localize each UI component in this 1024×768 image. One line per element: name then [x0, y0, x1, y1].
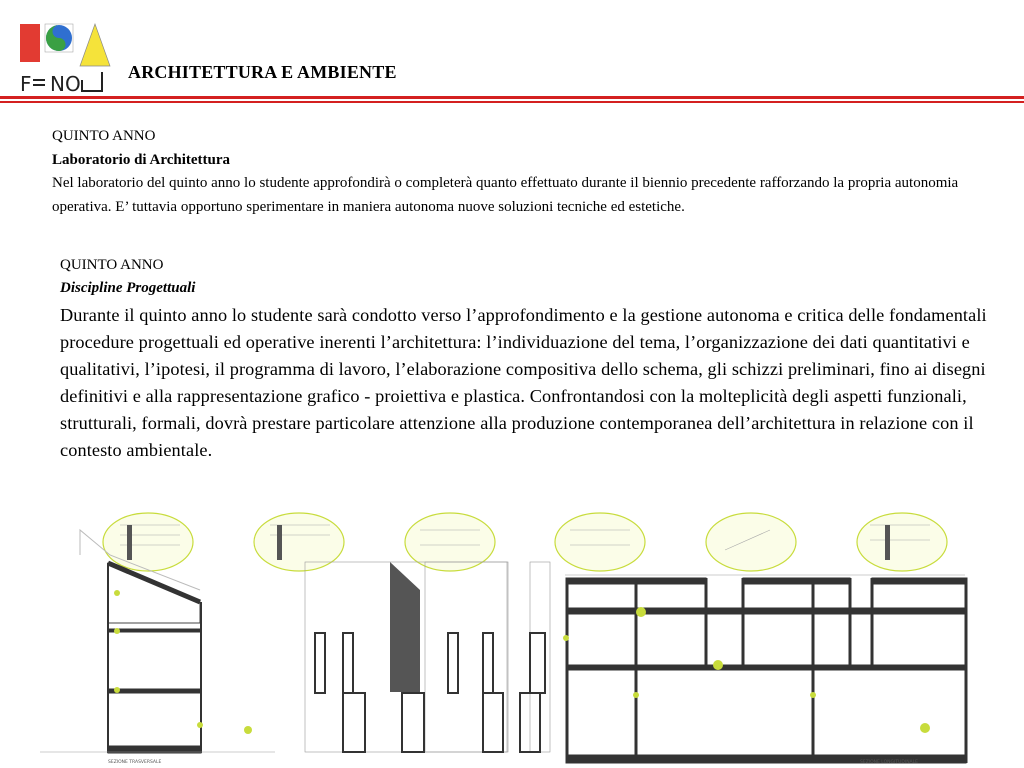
section-year: QUINTO ANNO [52, 128, 156, 144]
section-subject: Discipline Progettuali [60, 280, 196, 296]
label-transverse-section: SEZIONE TRASVERSALE [108, 760, 162, 765]
header-rule-top [0, 96, 1024, 99]
elevation [305, 562, 550, 752]
detail-oval [555, 513, 645, 571]
detail-oval [706, 513, 796, 571]
section-year: QUINTO ANNO [60, 257, 164, 273]
section-text: Nel laboratorio del quinto anno lo studente approfondirà o completerà quanto effettuato durante il biennio precedente rafforzando la propria autonomia operativa. E’ tuttavia opportuno sperimentare in maniera autonoma nuove soluzioni tecniche ed estetiche. [52, 175, 959, 215]
detail-oval [857, 513, 947, 571]
label-longitudinal-section: SEZIONE LONGITUDINALE [860, 760, 918, 765]
discipline-section [60, 254, 1015, 464]
laboratorio-section [52, 125, 1007, 219]
school-logo [18, 22, 114, 94]
svg-text:NO: NO [50, 72, 81, 94]
header-rule-bottom [0, 101, 1024, 103]
page-title: ARCHITETTURA E AMBIENTE [128, 62, 397, 82]
svg-text:F: F [20, 72, 32, 94]
longitudinal-section [565, 575, 967, 763]
section-text: Durante il quinto anno lo studente sarà condotto verso l’approfondimento e la gestione autonoma e critica delle fondamentali procedure progettuali ed operative inerenti l’architettura: l’individuazione del tema, l’organizzazione dei dati quantitativi e qualitativi, l’ipotesi, il programma di lavoro, l’elaborazione compositiva dello schema, gli schizzi preliminari, fino ai disegni definitivi e alla rappresentazione grafico - proiettiva e plastica. Confrontandosi con la molteplicità degli aspetti funzionali, strutturali, formali, dovrà prestare particolare attenzione alla produzione contemporanea dell’architettura in relazione con il contesto ambientale. [60, 305, 987, 460]
section-subject: Laboratorio di Architettura [52, 151, 231, 168]
detail-oval [103, 513, 193, 571]
architectural-sections-drawing [0, 505, 1024, 768]
